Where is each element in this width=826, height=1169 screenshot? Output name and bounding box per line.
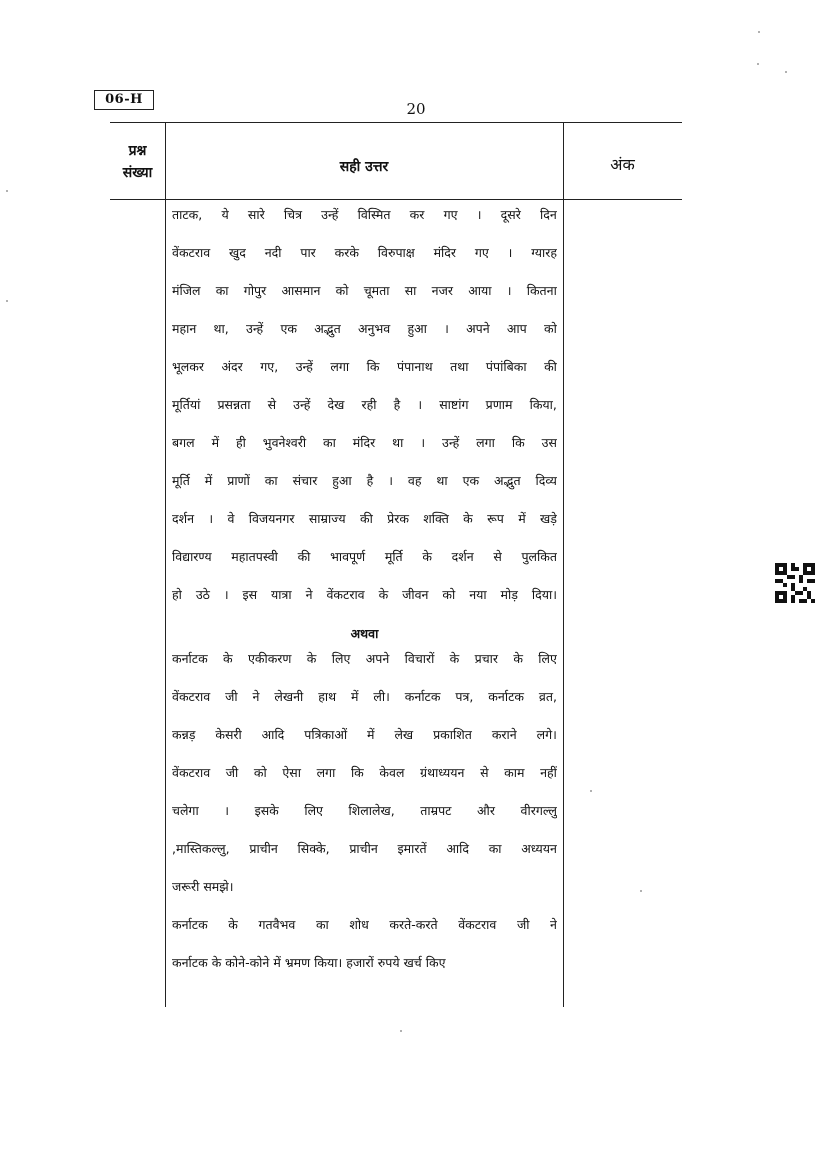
- word: दिन: [540, 207, 557, 222]
- word: नजर: [431, 283, 453, 298]
- word: था,: [213, 321, 229, 336]
- word: भूलकर: [172, 359, 204, 374]
- word: को: [335, 283, 349, 298]
- word: ली।: [373, 689, 390, 704]
- word: मोड़: [500, 587, 518, 602]
- word: गए: [474, 245, 489, 260]
- word: खुद: [228, 245, 246, 260]
- word: था: [436, 473, 448, 488]
- word: लिए: [304, 803, 323, 818]
- word: ।: [388, 473, 393, 488]
- word: ताम्रपट: [420, 803, 452, 818]
- page-number: 20: [406, 100, 426, 118]
- word: साष्टांग: [439, 397, 469, 412]
- word: एक: [280, 321, 297, 336]
- text-line: [172, 353, 557, 391]
- word: वेंकटराव: [458, 917, 497, 932]
- word: कर्नाटक: [172, 651, 208, 666]
- word: विरुपाक्ष: [377, 245, 415, 260]
- word: देख: [327, 397, 345, 412]
- word: हजारों: [346, 955, 374, 970]
- word: को: [253, 765, 267, 780]
- word: केवल: [379, 765, 405, 780]
- word: लगा: [330, 359, 350, 374]
- word: कर्नाटक: [488, 689, 524, 704]
- word: उठे: [195, 587, 210, 602]
- word: के: [422, 549, 432, 564]
- word: मंदिर: [433, 245, 457, 260]
- word: उन्हें: [293, 397, 311, 412]
- text-line: [172, 239, 557, 277]
- text-line: [172, 949, 557, 987]
- word: प्रेरक: [387, 511, 409, 526]
- athva-separator: अथवा: [350, 626, 379, 641]
- answer-paragraph-1: [172, 201, 557, 619]
- word: रूप: [487, 511, 504, 526]
- word: भावपूर्ण: [330, 549, 366, 564]
- word: का: [215, 283, 229, 298]
- word: उन्हें: [295, 359, 313, 374]
- word: लगा: [476, 435, 495, 450]
- word: ।: [476, 207, 482, 222]
- word: अंदर: [221, 359, 243, 374]
- word: किया,: [529, 397, 557, 412]
- word: ।: [223, 587, 229, 602]
- text-line: [172, 467, 557, 505]
- word: प्रणाम: [485, 397, 513, 412]
- word: सिक्के,: [297, 841, 330, 856]
- scan-speck: [590, 790, 592, 792]
- word: में: [351, 689, 359, 704]
- text-line: [172, 683, 557, 721]
- word: ।: [417, 397, 423, 412]
- word: भ्रमण: [284, 955, 311, 970]
- word: कि: [350, 765, 364, 780]
- word: साम्राज्य: [308, 511, 346, 526]
- word: का: [488, 841, 502, 856]
- text-line: [172, 581, 557, 619]
- word: पत्र,: [455, 689, 474, 704]
- word: ने: [305, 587, 313, 602]
- word: व्रत,: [538, 689, 557, 704]
- word: कितना: [526, 283, 557, 298]
- text-line: [172, 797, 557, 835]
- word: एकीकरण: [247, 651, 292, 666]
- header-question-number-line2: संख्या: [122, 165, 153, 181]
- word: प्राचीन: [349, 841, 378, 856]
- word: था: [392, 435, 404, 450]
- word: हुआ: [332, 473, 352, 488]
- word: को: [442, 587, 456, 602]
- word: के: [513, 651, 523, 666]
- word: ।: [208, 511, 214, 526]
- word: करके: [334, 245, 359, 260]
- word: पुलकित: [521, 549, 557, 564]
- word: खर्च: [403, 955, 422, 970]
- word: गए: [443, 207, 458, 222]
- word: प्रसन्नता: [217, 397, 251, 412]
- word: प्राणों: [227, 473, 250, 488]
- word: शिलालेख,: [348, 803, 395, 818]
- word: संचार: [292, 473, 318, 488]
- word: ही: [235, 435, 246, 450]
- word: ,मास्तिकल्लु,: [172, 841, 230, 856]
- word: पार: [300, 245, 316, 260]
- word: जी: [516, 917, 530, 932]
- word: वेंकटराव: [172, 245, 211, 260]
- word: के: [449, 651, 460, 666]
- word: जी: [225, 765, 239, 780]
- word: ।: [506, 283, 512, 298]
- word: कन्नड़: [172, 727, 196, 742]
- text-line: [172, 911, 557, 949]
- word: वेंकटराव: [326, 587, 365, 602]
- paper-code: 06-H: [94, 90, 154, 110]
- word: के: [463, 511, 473, 526]
- word: काम: [504, 765, 525, 780]
- word: जीवन: [402, 587, 429, 602]
- word: आप: [506, 321, 527, 336]
- word: अद्भुत: [314, 321, 341, 336]
- scan-speck: [400, 1030, 402, 1032]
- word: में: [204, 473, 213, 488]
- word: मंजिल: [172, 283, 201, 298]
- word: दिव्य: [535, 473, 557, 488]
- scan-speck: [785, 71, 787, 73]
- header-marks: अंक: [610, 155, 635, 174]
- word: हुआ: [407, 321, 427, 336]
- scan-speck: [6, 300, 8, 302]
- word: ग्यारह: [531, 245, 557, 260]
- word: वे: [227, 511, 235, 526]
- text-line: [172, 721, 557, 759]
- word: है: [393, 397, 401, 412]
- word: कर्नाटक: [172, 955, 208, 970]
- word: जरूरी: [172, 879, 200, 894]
- word: उस: [541, 435, 557, 450]
- word: बगल: [172, 435, 195, 450]
- word: वेंकटराव: [172, 765, 211, 780]
- word: प्रकाशित: [433, 727, 472, 742]
- qr-code: [775, 563, 815, 603]
- word: कि: [366, 359, 380, 374]
- word: के: [223, 651, 233, 666]
- word: उन्हें: [321, 207, 339, 222]
- word: लेख: [394, 727, 414, 742]
- word: उन्हें: [442, 435, 460, 450]
- scan-speck: [640, 890, 642, 892]
- word: किया।: [314, 955, 343, 970]
- text-line: [172, 505, 557, 543]
- word: इसके: [254, 803, 279, 818]
- word: में: [211, 435, 220, 450]
- word: अद्भुत: [494, 473, 521, 488]
- text-line: [172, 201, 557, 239]
- word: दर्शन: [172, 511, 195, 526]
- word: नदी: [264, 245, 282, 260]
- scan-speck: [758, 31, 760, 33]
- word: मूर्तियां: [172, 397, 201, 412]
- word: कि: [511, 435, 525, 450]
- word: मंदिर: [352, 435, 376, 450]
- text-line: [172, 429, 557, 467]
- word: से: [480, 765, 489, 780]
- word: एक: [462, 473, 480, 488]
- word: कर्नाटक: [404, 689, 441, 704]
- text-line: [172, 835, 557, 873]
- word: अपने: [365, 651, 390, 666]
- word: चलेगा: [172, 803, 199, 818]
- column-divider-right: [563, 122, 564, 1007]
- word: अनुभव: [357, 321, 391, 336]
- header-question-number: [110, 140, 165, 184]
- word: के: [228, 917, 238, 932]
- word: आदि: [446, 841, 469, 856]
- word: लिए: [331, 651, 351, 666]
- answer-content: [172, 201, 557, 987]
- word: किए: [425, 955, 446, 970]
- word: है: [366, 473, 374, 488]
- word: हाथ: [318, 689, 337, 704]
- word: नया: [469, 587, 487, 602]
- word: आसमान: [281, 283, 321, 298]
- header-question-number-line1: प्रश्न: [128, 143, 147, 159]
- word: दर्शन: [451, 549, 474, 564]
- word: गतवैभव: [258, 917, 296, 932]
- word: विद्यारण्य: [172, 549, 212, 564]
- scan-speck: [757, 63, 759, 65]
- word: ये: [221, 207, 229, 222]
- text-line: [172, 759, 557, 797]
- text-line: [172, 277, 557, 315]
- word: लगा: [316, 765, 336, 780]
- word: पत्रिकाओं: [304, 727, 348, 742]
- word: चूमता: [363, 283, 390, 298]
- word: चित्र: [283, 207, 302, 222]
- word: ।: [420, 435, 426, 450]
- word: लेखनी: [274, 689, 304, 704]
- answer-paragraph-2: [172, 645, 557, 911]
- word: पंपांबिका: [485, 359, 527, 374]
- word: की: [359, 511, 373, 526]
- word: वेंकटराव: [172, 689, 211, 704]
- word: शोध: [349, 917, 369, 932]
- word: कराने: [491, 727, 517, 742]
- word: तथा: [450, 359, 469, 374]
- word: वीरगल्लु: [520, 803, 557, 818]
- word: अपने: [466, 321, 490, 336]
- word: यात्रा: [271, 587, 292, 602]
- word: इमारतें: [397, 841, 427, 856]
- word: मूर्ति: [384, 549, 403, 564]
- word: नहीं: [540, 765, 557, 780]
- word: उन्हें: [245, 321, 264, 336]
- word: का: [323, 435, 336, 450]
- word: का: [264, 473, 278, 488]
- word: विस्मित: [357, 207, 391, 222]
- word: लिए: [538, 651, 557, 666]
- word: रुपये: [377, 955, 400, 970]
- word: को: [544, 321, 557, 336]
- word: आया: [468, 283, 492, 298]
- word: कर: [409, 207, 425, 222]
- word: से: [267, 397, 277, 412]
- scan-speck: [6, 190, 8, 192]
- word: दूसरे: [500, 207, 521, 222]
- word: पंपानाथ: [396, 359, 433, 374]
- word: वह: [407, 473, 422, 488]
- word: ताटक,: [172, 207, 203, 222]
- word: महान: [172, 321, 197, 336]
- word: खड़े: [540, 511, 557, 526]
- word: भुवनेश्वरी: [262, 435, 307, 450]
- word: कोने-कोने: [225, 955, 270, 970]
- word: ।: [224, 803, 230, 818]
- word: महातपस्वी: [231, 549, 278, 564]
- text-line: [172, 873, 557, 911]
- word: का: [315, 917, 329, 932]
- word: हो: [172, 587, 182, 602]
- word: ने: [252, 689, 260, 704]
- word: जी: [225, 689, 238, 704]
- word: गोपुर: [243, 283, 267, 298]
- word: प्रचार: [474, 651, 499, 666]
- text-line: [172, 645, 557, 683]
- column-divider-left: [165, 122, 166, 1007]
- text-line: [172, 315, 557, 353]
- word: में: [367, 727, 375, 742]
- word: समझे।: [203, 879, 234, 894]
- word: ने: [550, 917, 557, 932]
- word: के: [211, 955, 222, 970]
- word: शक्ति: [423, 511, 449, 526]
- word: करते-करते: [389, 917, 438, 932]
- word: की: [297, 549, 311, 564]
- word: केसरी: [215, 727, 242, 742]
- word: से: [493, 549, 502, 564]
- text-line: [172, 391, 557, 429]
- word: प्राचीन: [249, 841, 278, 856]
- word: के: [306, 651, 317, 666]
- word: मूर्ति: [172, 473, 190, 488]
- word: ग्रंथाध्ययन: [420, 765, 465, 780]
- answer-paragraph-3: [172, 911, 557, 987]
- word: ।: [444, 321, 449, 336]
- word: कर्नाटक: [172, 917, 208, 932]
- word: ऐसा: [282, 765, 301, 780]
- table-top-rule: [110, 122, 682, 123]
- word: सारे: [247, 207, 265, 222]
- word: में: [518, 511, 526, 526]
- word: की: [544, 359, 557, 374]
- word: विजयनगर: [248, 511, 295, 526]
- word: में: [273, 955, 281, 970]
- word: ।: [507, 245, 513, 260]
- word: अध्ययन: [521, 841, 557, 856]
- word: गए,: [260, 359, 279, 374]
- word: इस: [242, 587, 258, 602]
- word: के: [378, 587, 389, 602]
- word: और: [477, 803, 495, 818]
- word: आदि: [261, 727, 285, 742]
- text-line: [172, 543, 557, 581]
- word: विचारों: [404, 651, 435, 666]
- word: सा: [404, 283, 417, 298]
- word: दिया।: [531, 587, 557, 602]
- word: लगे।: [536, 727, 557, 742]
- word: रही: [361, 397, 377, 412]
- header-correct-answer: सही उत्तर: [339, 159, 389, 175]
